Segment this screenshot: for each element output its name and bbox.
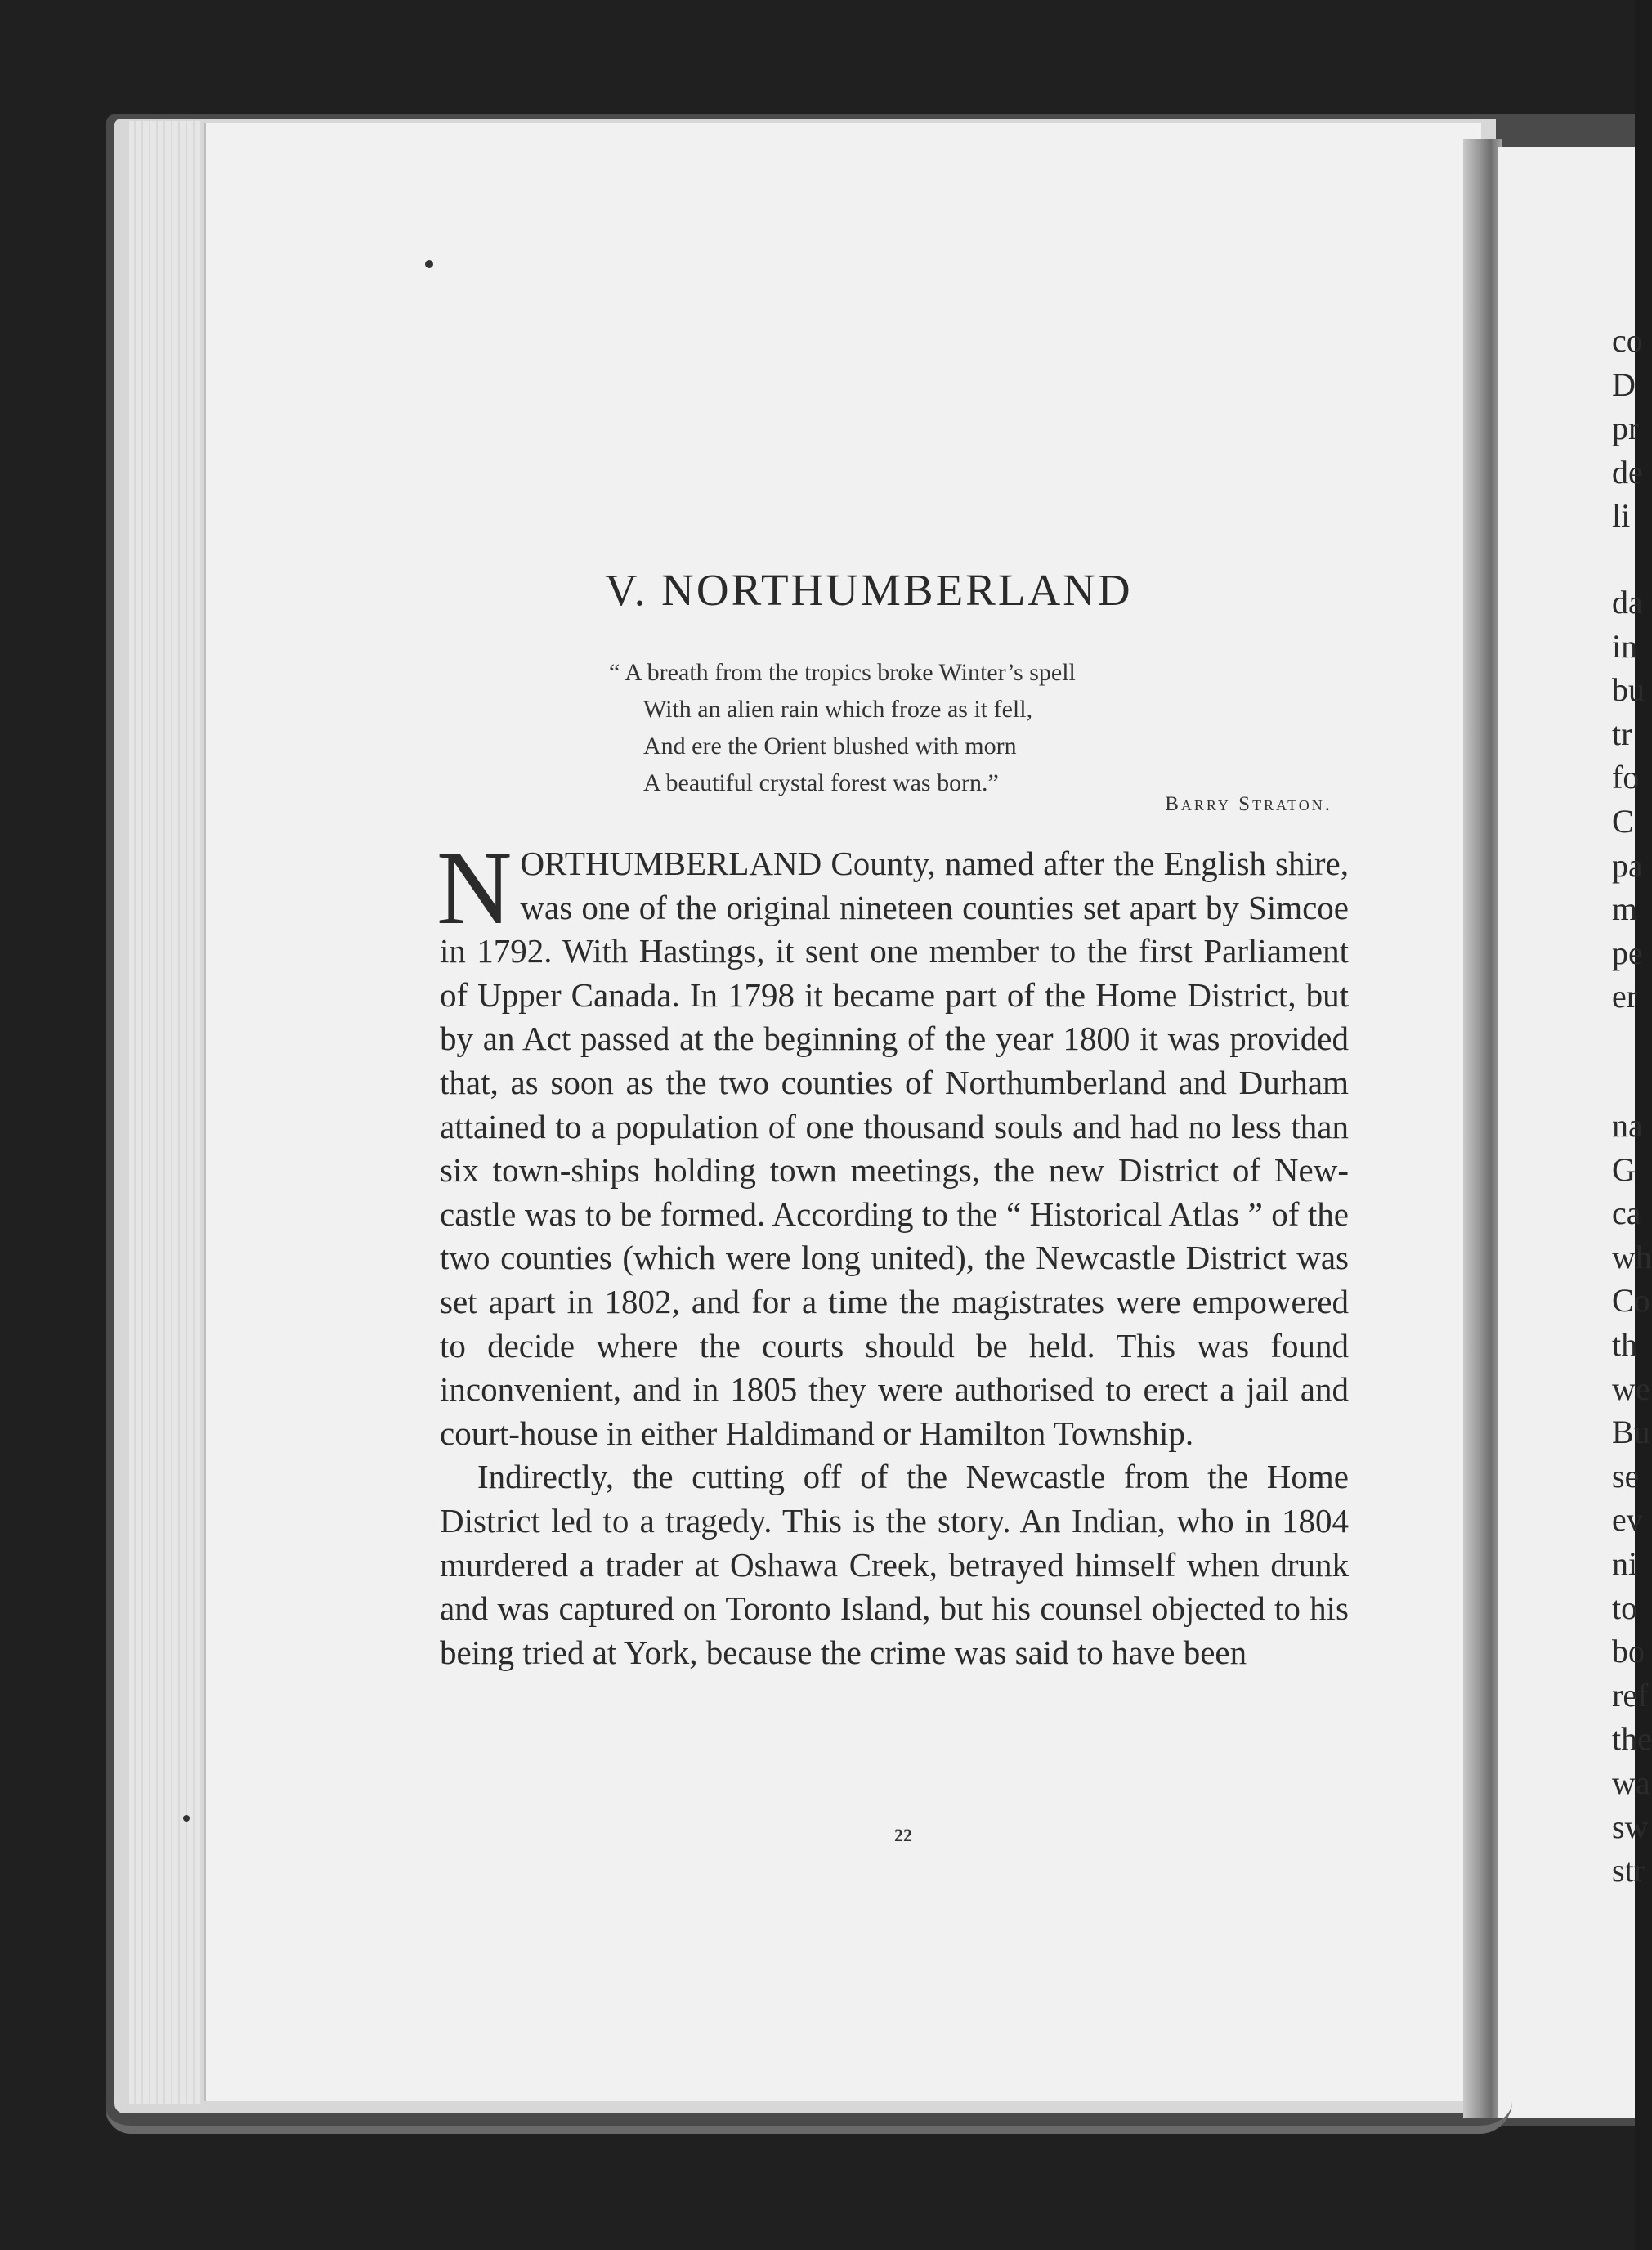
facing-fragment: C [1612,802,1634,840]
facing-fragment: D [1612,365,1636,403]
epigraph-line: “ A breath from the tropics broke Winter’s spell [609,659,1076,686]
facing-fragment: na [1612,1107,1643,1144]
facing-fragment: pe [1612,934,1643,971]
facing-fragment: se [1612,1457,1640,1495]
facing-fragment: wa [1612,1764,1650,1801]
facing-fragment: we [1612,1369,1650,1407]
page-edges [129,121,201,2104]
epigraph-line: With an alien rain which froze as it fell, [643,696,1033,723]
facing-fragment: str [1612,1852,1645,1889]
chapter-title: V. NORTHUMBERLAND [605,565,1133,615]
page-number: 22 [894,1825,912,1845]
ink-speck [425,260,433,268]
facing-fragment: ev [1612,1501,1643,1539]
facing-fragment: da [1612,584,1643,621]
facing-fragment: the [1612,1720,1652,1758]
book-bottom-edge [106,2093,1512,2134]
facing-fragment: ca [1612,1194,1641,1232]
facing-fragment: to [1612,1589,1638,1626]
epigraph-attribution: Barry Straton. [1165,793,1332,815]
facing-fragment: bu [1612,671,1645,709]
facing-page-text [1612,580,1645,1019]
facing-fragment: bo [1612,1633,1645,1670]
epigraph-line: And ere the Orient blushed with morn [643,733,1017,760]
facing-fragment: ref [1612,1676,1649,1714]
body-text [437,830,1349,1674]
facing-fragment: fo [1612,759,1640,796]
facing-page-text [1612,1104,1652,1893]
facing-fragment: in [1612,627,1638,665]
facing-page-text [1612,319,1645,538]
facing-fragment: pr [1612,410,1640,447]
facing-fragment: Co [1612,1282,1650,1320]
paragraph [437,830,1349,1455]
epigraph-line: A beautiful crystal forest was born.” [643,769,999,796]
ink-speck [183,1815,190,1822]
drop-cap: N [437,830,513,946]
facing-fragment: Bu [1612,1414,1650,1451]
facing-fragment: pa [1612,846,1643,884]
facing-fragment: ni [1612,1544,1638,1582]
facing-fragment: de [1612,453,1643,491]
paragraph: Indirectly, the cutting off of the Newcastle from the Home District led to a tragedy. This is the story. An Indian, who in 1804 murdered a trader at Oshawa Creek, betrayed himself when drunk and was captured on Toronto Island, but his counsel objected to his being tried at York, because the crime was said to have been [440,1458,1349,1671]
facing-fragment: m [1612,890,1638,928]
facing-fragment: th [1612,1325,1638,1363]
epigraph [609,654,1328,801]
paragraph-text: ORTHUMBERLAND County, named after the English shire, was one of the original nineteen counties set apart by Simcoe in 1792. With Hastings, it sent one member to the first Parliament of Upper Canada. In 1798 it became part of the Home District, but by an Act passed at the beginning of the year 1800 it was provided that, as soon as the two counties of Northumberland and Durham attained to a population of one thousand souls and had no less than six town-ships holding town meetings, the new District of New-castle was to be formed. According to the “ Historical Atlas ” of the two counties (which were long united), the Newcastle District was set apart in 1802, and for a time the magistrates were empowered to decide where the courts should be held. This was found inconvenient, and in 1805 they were authorised to erect a jail and court-house in either Haldimand or Hamilton Township. [440,845,1349,1452]
book-spine [1463,139,1502,2118]
facing-fragment: tr [1612,715,1632,752]
facing-fragment: li [1612,497,1631,535]
facing-fragment: wh [1612,1238,1652,1275]
facing-fragment: co [1612,322,1643,359]
facing-fragment: G [1612,1150,1636,1188]
facing-fragment: sw [1612,1808,1649,1845]
facing-fragment: er [1612,978,1638,1015]
